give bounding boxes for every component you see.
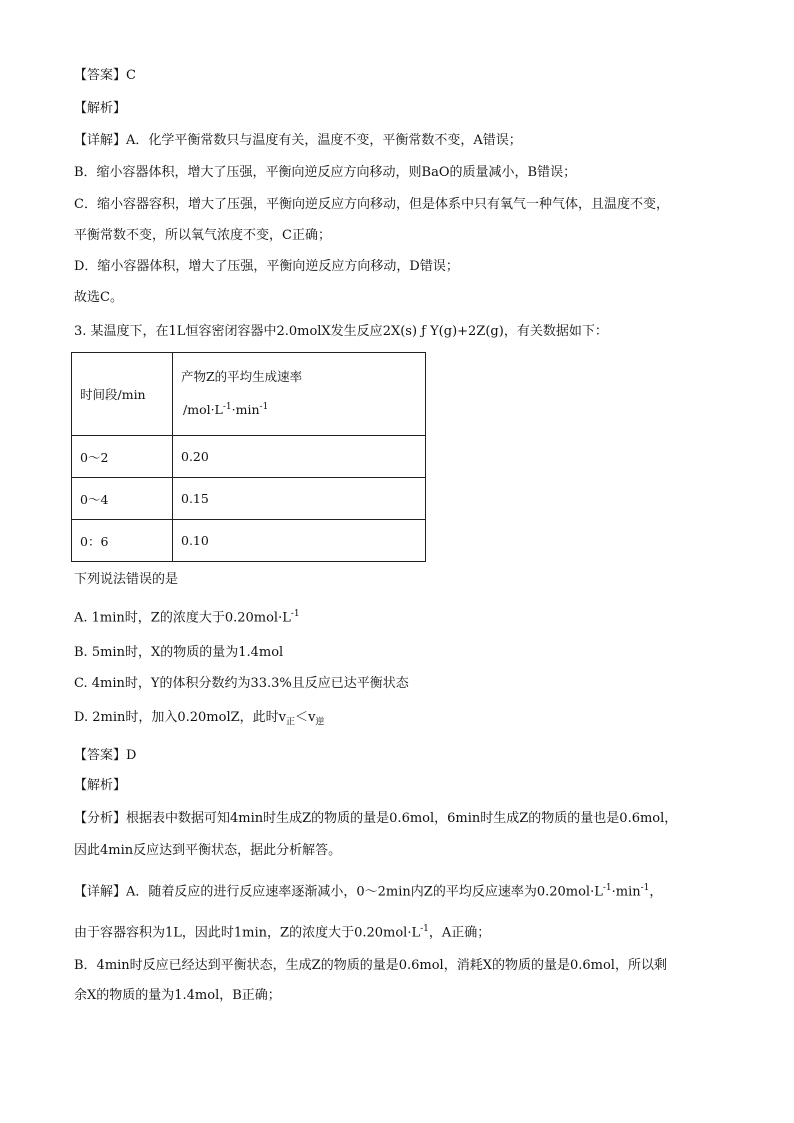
q3-reaction-equation: 2X(s) ƒ Y(g)+2Z(g) bbox=[382, 324, 504, 339]
q3-option-b: B. 5min时，X的物质的量为1.4mol bbox=[74, 645, 284, 660]
q3-answer: 【答案】D bbox=[74, 748, 137, 763]
table-cell-rate: 0.10 bbox=[173, 520, 426, 562]
q2-detail-b: B．缩小容器体积，增大了压强，平衡向逆反应方向移动，则BaO的质量减小，B错误； bbox=[74, 165, 577, 180]
table-header-rate-unit: $/mol\cdot L^{-1}\cdot\min^{-1}$ bbox=[183, 402, 269, 418]
q2-analysis-heading: 【解析】 bbox=[74, 101, 127, 116]
table-cell-period: 0～4 bbox=[72, 478, 173, 520]
table-cell-period: 0～2 bbox=[72, 436, 173, 478]
q2-detail-c1: C．缩小容器容积，增大了压强，平衡向逆反应方向移动，但是体系中只有氧气一种气体，且温度不变， bbox=[74, 197, 669, 212]
q2-detail-c2: 平衡常数不变，所以氧气浓度不变，C正确； bbox=[74, 228, 331, 243]
rate-table bbox=[71, 352, 426, 562]
q3-detail-b2: 余X的物质的量为1.4mol，B正确； bbox=[74, 988, 281, 1003]
q3-detail-b1: B．4min时反应已经达到平衡状态，生成Z的物质的量是0.6mol，消耗X的物质的量是0.6mol，所以剩 bbox=[74, 958, 667, 973]
q3-detail-a2: 由于容器容积为1L，因此时1min，Z的浓度大于$0.20mol\cdot L^{-1}$，A正确； bbox=[74, 924, 491, 941]
q2-detail-d: D．缩小容器体积，增大了压强，平衡向逆反应方向移动，D错误； bbox=[74, 259, 459, 274]
table-header-period: 时间段/min bbox=[72, 353, 173, 436]
q3-stem bbox=[74, 323, 608, 341]
q3-option-a: A. 1min时，Z的浓度大于$0.20mol\cdot L^{-1}$ bbox=[74, 609, 300, 626]
q3-option-c: C. 4min时，Y的体积分数约为33.3%且反应已达平衡状态 bbox=[74, 676, 409, 691]
q3-option-d: D. 2min时，加入0.20molZ，此时$v_正<v_逆$ bbox=[74, 710, 325, 728]
q3-analysis-1: 【分析】根据表中数据可知4min时生成Z的物质的量是0.6mol，6min时生成Z的物质的量也是0.6mol， bbox=[74, 811, 678, 826]
table-cell-period: 0：6 bbox=[72, 520, 173, 562]
table-header-rate bbox=[173, 353, 426, 436]
table-row bbox=[72, 436, 426, 478]
q2-conclusion: 故选C。 bbox=[74, 290, 123, 305]
q3-analysis-heading: 【解析】 bbox=[74, 778, 127, 793]
table-row bbox=[72, 478, 426, 520]
q3-stem-post: ，有关数据如下： bbox=[503, 324, 608, 339]
q3-prompt: 下列说法错误的是 bbox=[74, 572, 179, 587]
q3-analysis-2: 因此4min反应达到平衡状态，据此分析解答。 bbox=[74, 843, 342, 858]
table-row bbox=[72, 520, 426, 562]
table-cell-rate: 0.20 bbox=[173, 436, 426, 478]
table-header-rate-line1: 产物Z的平均生成速率 bbox=[181, 369, 303, 385]
q2-detail-a: 【详解】A．化学平衡常数只与温度有关，温度不变，平衡常数不变，A错误； bbox=[74, 133, 522, 148]
q3-detail-a1: 【详解】A．随着反应的进行反应速率逐渐减小，0～2min内Z的平均反应速率为$0.20mol\cdot L^{-1}\cdot\min^{-1}$， bbox=[74, 883, 663, 900]
q3-stem-pre: 3. 某温度下，在1L恒容密闭容器中2.0molX发生反应 bbox=[74, 324, 383, 339]
table-cell-rate: 0.15 bbox=[173, 478, 426, 520]
q2-answer: 【答案】C bbox=[74, 68, 136, 83]
